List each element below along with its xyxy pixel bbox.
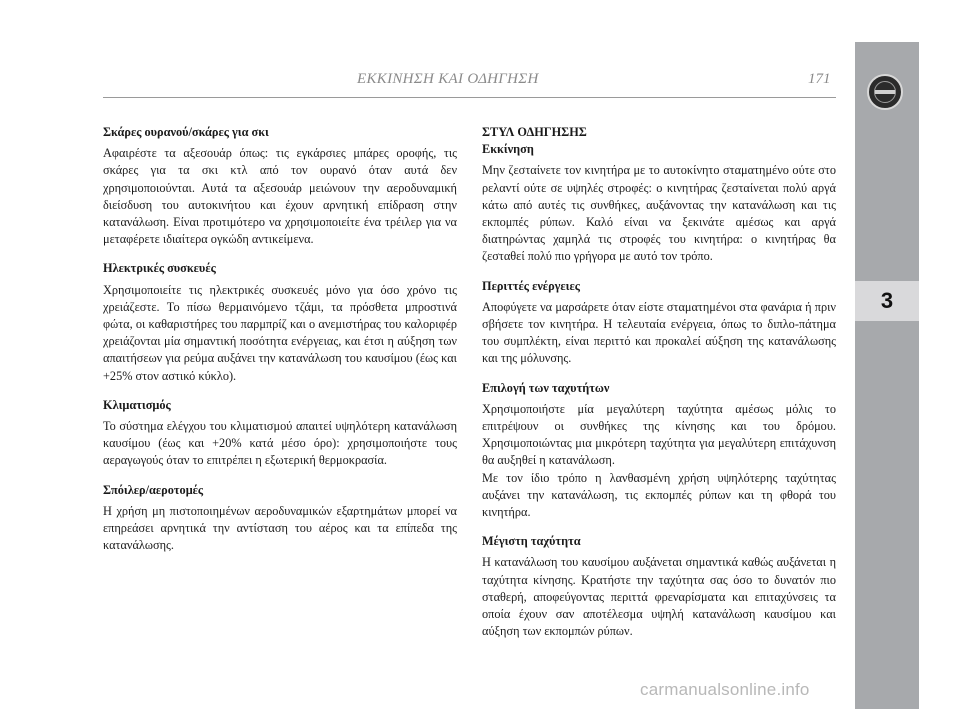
chapter-sidebar (855, 42, 919, 709)
driving-style-title: ΣΤΥΛ ΟΔΗΓΗΣΗΣ (482, 125, 587, 139)
header-divider (103, 97, 836, 98)
running-header-title: ΕΚΚΙΝΗΣΗ ΚΑΙ ΟΔΗΓΗΣΗ (357, 71, 539, 87)
section-text: Το σύστημα ελέγχου του κλιματισμού απαιτεί υψηλότερη κατανάλωση καυσίμου (έως και +20% κατά μέσο όρο): χρησιμοποιήστε τους αεραγωγούς όταν το επιτρέπει η εξωτερική θερμοκρασία. (103, 419, 457, 468)
right-column (482, 124, 836, 640)
section-air-conditioning (103, 397, 457, 470)
watermark-text: carmanualsonline.info (640, 680, 810, 699)
section-unnecessary-actions (482, 278, 836, 368)
section-heading: Σκάρες ουρανού/σκάρες για σκι (103, 125, 269, 139)
left-column (103, 124, 457, 554)
section-maximum-speed (482, 533, 836, 640)
section-text: Μην ζεσταίνετε τον κινητήρα με το αυτοκίνητο σταματημένο ούτε στο ρελαντί ούτε σε υψηλές στροφές: ο κινητήρας ζεσταίνεται πολύ αργά κάτω από αυτές τις συνθήκες, αυξάνοντας την κατανάλωση και τις εκπομπές ρύπων. Καλό είναι να ξεκινάτε αμέσως και αργά διατηρώντας χαμηλά τις στροφές του κινητήρα: ο κινητήρας θα ζεσταθεί πολύ πιο γρήγορα με αυτό τον τρόπο. (482, 163, 836, 264)
section-electrical-devices (103, 260, 457, 384)
section-text: Με τον ίδιο τρόπο η λανθασμένη χρήση υψηλότερης ταχύτητας αυξάνει την κατανάλωση, τις εκπομπές ρύπων και τη φθορά του κινητήρα. (482, 470, 836, 520)
section-heading: Μέγιστη ταχύτητα (482, 534, 581, 549)
section-text: Η χρήση μη πιστοποιημένων αεροδυναμικών εξαρτημάτων μπορεί να επηρεάσει αρνητικά την αντίσταση του αέρος και τα επίπεδα της κατανάλωσης. (103, 503, 457, 553)
section-roof-racks (103, 124, 457, 248)
page-number: 171 (808, 71, 831, 87)
section-heading: Ηλεκτρικές συσκευές (103, 261, 216, 276)
section-heading: Εκκίνηση (482, 142, 534, 157)
section-spoilers (103, 482, 457, 555)
section-heading: Σπόιλερ/αεροτομές (103, 482, 204, 497)
section-text: Χρησιμοποιείτε τις ηλεκτρικές συσκευές μόνο για όσο χρόνο τις χρειάζεστε. Το πίσω θερμαινόμενο τζάμι, τα πρόσθετα μπροστινά φώτα, οι καθαριστήρες του παρμπρίζ και ο ανεμιστήρας του καλοριφέρ χρειάζονται μία σημαντική ποσότητα ενέργειας, και έτσι η αύξηση των απαιτήσεων για ρεύμα αυξάνει την κατανάλωση του καυσίμου (έως και +25% στον αστικό κύκλο). (103, 282, 457, 383)
section-gear-selection (482, 380, 836, 522)
section-heading: Επιλογή των ταχυτήτων (482, 380, 610, 395)
section-text: Αφαιρέστε τα αξεσουάρ όπως: τις εγκάρσιες μπάρες οροφής, τις σκάρες για τα σκι κτλ από τον ουρανό όταν αυτά δεν χρησιμοποιούνται. Αυτά τα αξεσουάρ μειώνουν την αεροδυναμική διείσδυση του αυτοκινήτου και έχουν αρνητική επίδραση στην κατανάλωση. Είναι προτιμότερο να χρησιμοποιείτε ένα τρέιλερ για να μεταφέρετε ιδιαίτερα ογκώδη αντικείμενα. (103, 146, 457, 247)
chapter-tab: 3 (855, 281, 919, 321)
section-text: Η κατανάλωση του καυσίμου αυξάνεται σημαντικά καθώς αυξάνεται η ταχύτητα κίνησης. Κρατήστε την ταχύτητα σας όσο το δυνατόν πιο σταθερή, αποφεύγοντας περιττά φρεναρίσματα και επιταχύνσεις τα οποία έχουν σαν αποτέλεσμα υψηλή κατανάλωση καυσίμου και αύξηση των εκπομπών ρύπων. (482, 555, 836, 639)
lancia-logo-icon (867, 74, 903, 110)
section-heading: Κλιματισμός (103, 397, 171, 412)
section-text: Χρησιμοποιήστε μία μεγαλύτερη ταχύτητα αμέσως μόλις το επιτρέψουν οι συνθήκες της κίνησης και του δρόμου. Χρησιμοποιώντας μια μικρότερη ταχύτητα για μεγαλύτερη επιτάχυνση θα αυξηθεί η κατανάλωση. (482, 401, 836, 468)
section-starting (482, 141, 836, 265)
logo-bar (875, 90, 895, 94)
section-heading: Περιττές ενέργειες (482, 278, 580, 293)
section-text: Αποφύγετε να μαρσάρετε όταν είστε σταματημένοι στα φανάρια ή πριν σβήσετε τον κινητήρα. Η τελευταία ενέργεια, όπως το διπλο-πάτημα του συμπλέκτη, είναι περιττό και προκαλεί αύξηση της κατανάλωσης και της μόλυνσης. (482, 299, 836, 366)
